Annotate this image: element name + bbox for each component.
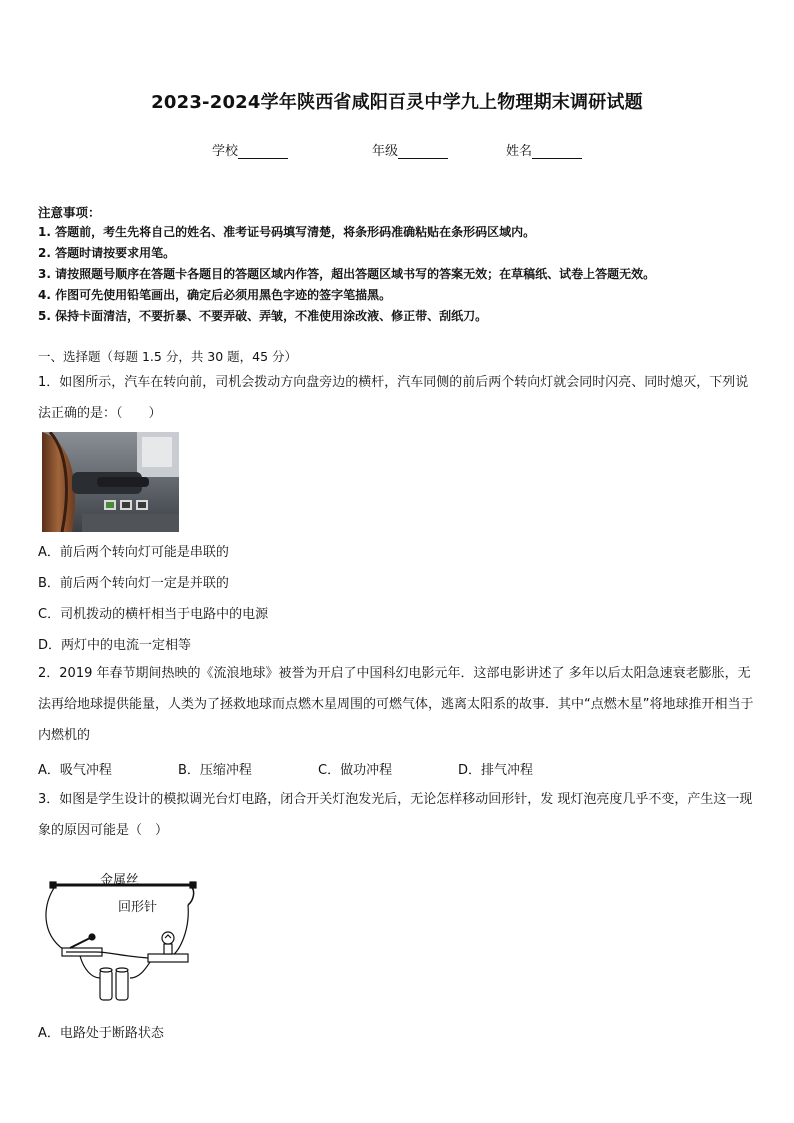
school-blank <box>238 145 288 159</box>
question-2-text: 2．2019 年春节期间热映的《流浪地球》被誉为开启了中国科幻电影元年．这部电影讲述了 多年以后太阳急速衰老膨胀，无法再给地球提供能量，人类为了拯救地球而点燃木星周围的可燃气体，逃离太阳系的故事．其中“点燃木星”将地球推开相当于内燃机的 <box>38 666 754 743</box>
car-interior-image <box>42 432 179 532</box>
question-2-option-b: B．压缩冲程 <box>178 763 252 778</box>
question-1-option-d: D．两灯中的电流一定相等 <box>38 638 192 653</box>
notice-item: 5. 保持卡面清洁，不要折暴、不要弄破、弄皱，不准使用涂改液、修正带、刮纸刀。 <box>38 309 488 323</box>
turn-signal-photo <box>42 432 179 532</box>
section-heading: 一、选择题（每题 1.5 分，共 30 题，45 分） <box>38 349 298 364</box>
notice-heading: 注意事项： <box>38 205 101 220</box>
question-3-option-a: A．电路处于断路状态 <box>38 1026 164 1041</box>
notice-item: 1. 答题前，考生先将自己的姓名、准考证号码填写清楚，将条形码准确粘贴在条形码区域内。 <box>38 225 536 239</box>
notice-item: 3. 请按照题号顺序在答题卡各题目的答题区域内作答，超出答题区域书写的答案无效；在草稿纸、试卷上答题无效。 <box>38 267 656 281</box>
question-2-options <box>38 759 598 778</box>
clip-label: 回形针 <box>118 900 158 915</box>
grade-field <box>372 140 448 159</box>
question-1-option-b: B．前后两个转向灯一定是并联的 <box>38 576 229 591</box>
question-2-option-d: D．排气冲程 <box>458 763 534 778</box>
school-label: 学校 <box>212 144 239 159</box>
dimmer-circuit-diagram <box>40 860 210 1010</box>
question-1-text: 1．如图所示，汽车在转向前，司机会拨动方向盘旁边的横杆，汽车同侧的前后两个转向灯就会同时闪亮、同时熄灭，下列说法正确的是：（ ） <box>38 375 749 421</box>
page-title: 2023-2024学年陕西省咸阳百灵中学九上物理期末调研试题 <box>151 92 643 113</box>
question-3-text: 3．如图是学生设计的模拟调光台灯电路，闭合开关灯泡发光后，无论怎样移动回形针，发 现灯泡亮度几乎不变，产生这一现象的原因可能是（ ） <box>38 792 753 838</box>
wire-label: 金属丝 <box>100 873 140 888</box>
question-1-option-c: C．司机拨动的横杆相当于电路中的电源 <box>38 607 269 622</box>
question-2-option-a: A．吸气冲程 <box>38 763 112 778</box>
notice-list <box>38 222 778 327</box>
name-field <box>506 140 582 159</box>
name-blank <box>532 145 582 159</box>
grade-label: 年级 <box>372 144 399 159</box>
notice-item: 2. 答题时请按要求用笔。 <box>38 246 176 260</box>
school-field <box>212 140 288 159</box>
name-label: 姓名 <box>506 144 533 159</box>
question-2-option-c: C．做功冲程 <box>318 763 393 778</box>
grade-blank <box>398 145 448 159</box>
notice-item: 4. 作图可先使用铅笔画出，确定后必须用黑色字迹的签字笔描黑。 <box>38 288 392 302</box>
question-1-option-a: A．前后两个转向灯可能是串联的 <box>38 545 229 560</box>
